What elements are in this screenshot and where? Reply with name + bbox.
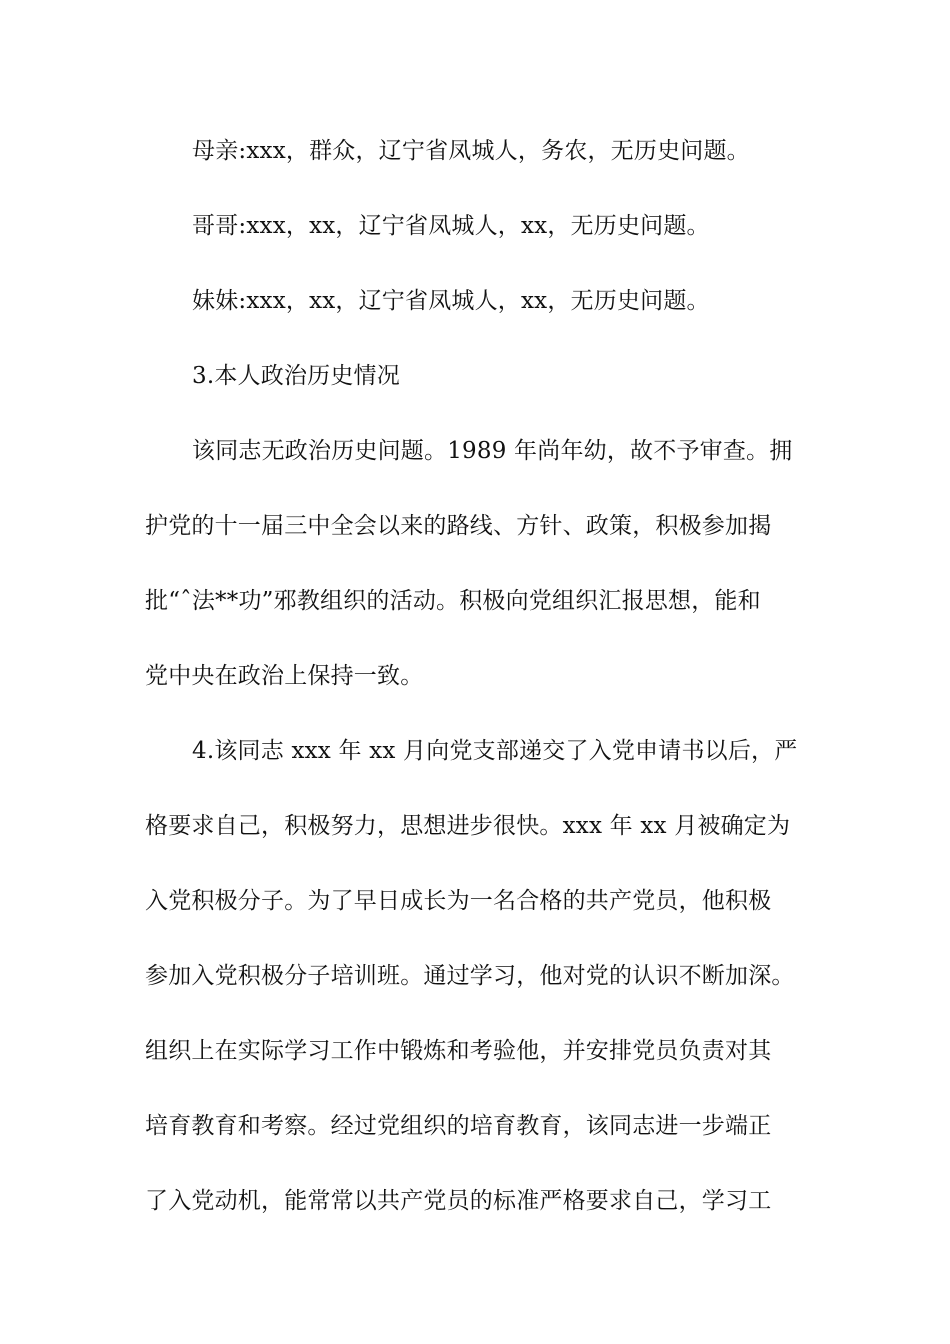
paragraph-line: 组织上在实际学习工作中锻炼和考验他，并安排党员负责对其 <box>145 1038 772 1064</box>
paragraph-line: 了入党动机，能常常以共产党员的标准严格要求自己，学习工 <box>145 1188 772 1214</box>
paragraph-line: 批“ˆ法**功”邪教组织的活动。积极向党组织汇报思想，能和 <box>145 588 761 614</box>
text-line-sister: 妹妹:xxx，xx，辽宁省凤城人，xx，无历史问题。 <box>192 288 710 314</box>
paragraph-line: 参加入党积极分子培训班。通过学习，他对党的认识不断加深。 <box>145 963 795 989</box>
paragraph-line: 4.该同志 xxx 年 xx 月向党支部递交了入党申请书以后，严 <box>192 738 798 764</box>
text-line-brother: 哥哥:xxx，xx，辽宁省凤城人，xx，无历史问题。 <box>192 213 710 239</box>
paragraph-line: 该同志无政治历史问题。1989 年尚年幼，故不予审查。拥 <box>192 438 793 464</box>
paragraph-line: 格要求自己，积极努力，思想进步很快。xxx 年 xx 月被确定为 <box>145 813 791 839</box>
section-heading-political-history: 3.本人政治历史情况 <box>192 363 400 389</box>
paragraph-line: 护党的十一届三中全会以来的路线、方针、政策，积极参加揭 <box>145 513 772 539</box>
text-line-mother: 母亲:xxx，群众，辽宁省凤城人，务农，无历史问题。 <box>192 138 750 164</box>
paragraph-line: 培育教育和考察。经过党组织的培育教育，该同志进一步端正 <box>145 1113 772 1139</box>
paragraph-line: 入党积极分子。为了早日成长为一名合格的共产党员，他积极 <box>145 888 772 914</box>
paragraph-line: 党中央在政治上保持一致。 <box>145 663 424 689</box>
